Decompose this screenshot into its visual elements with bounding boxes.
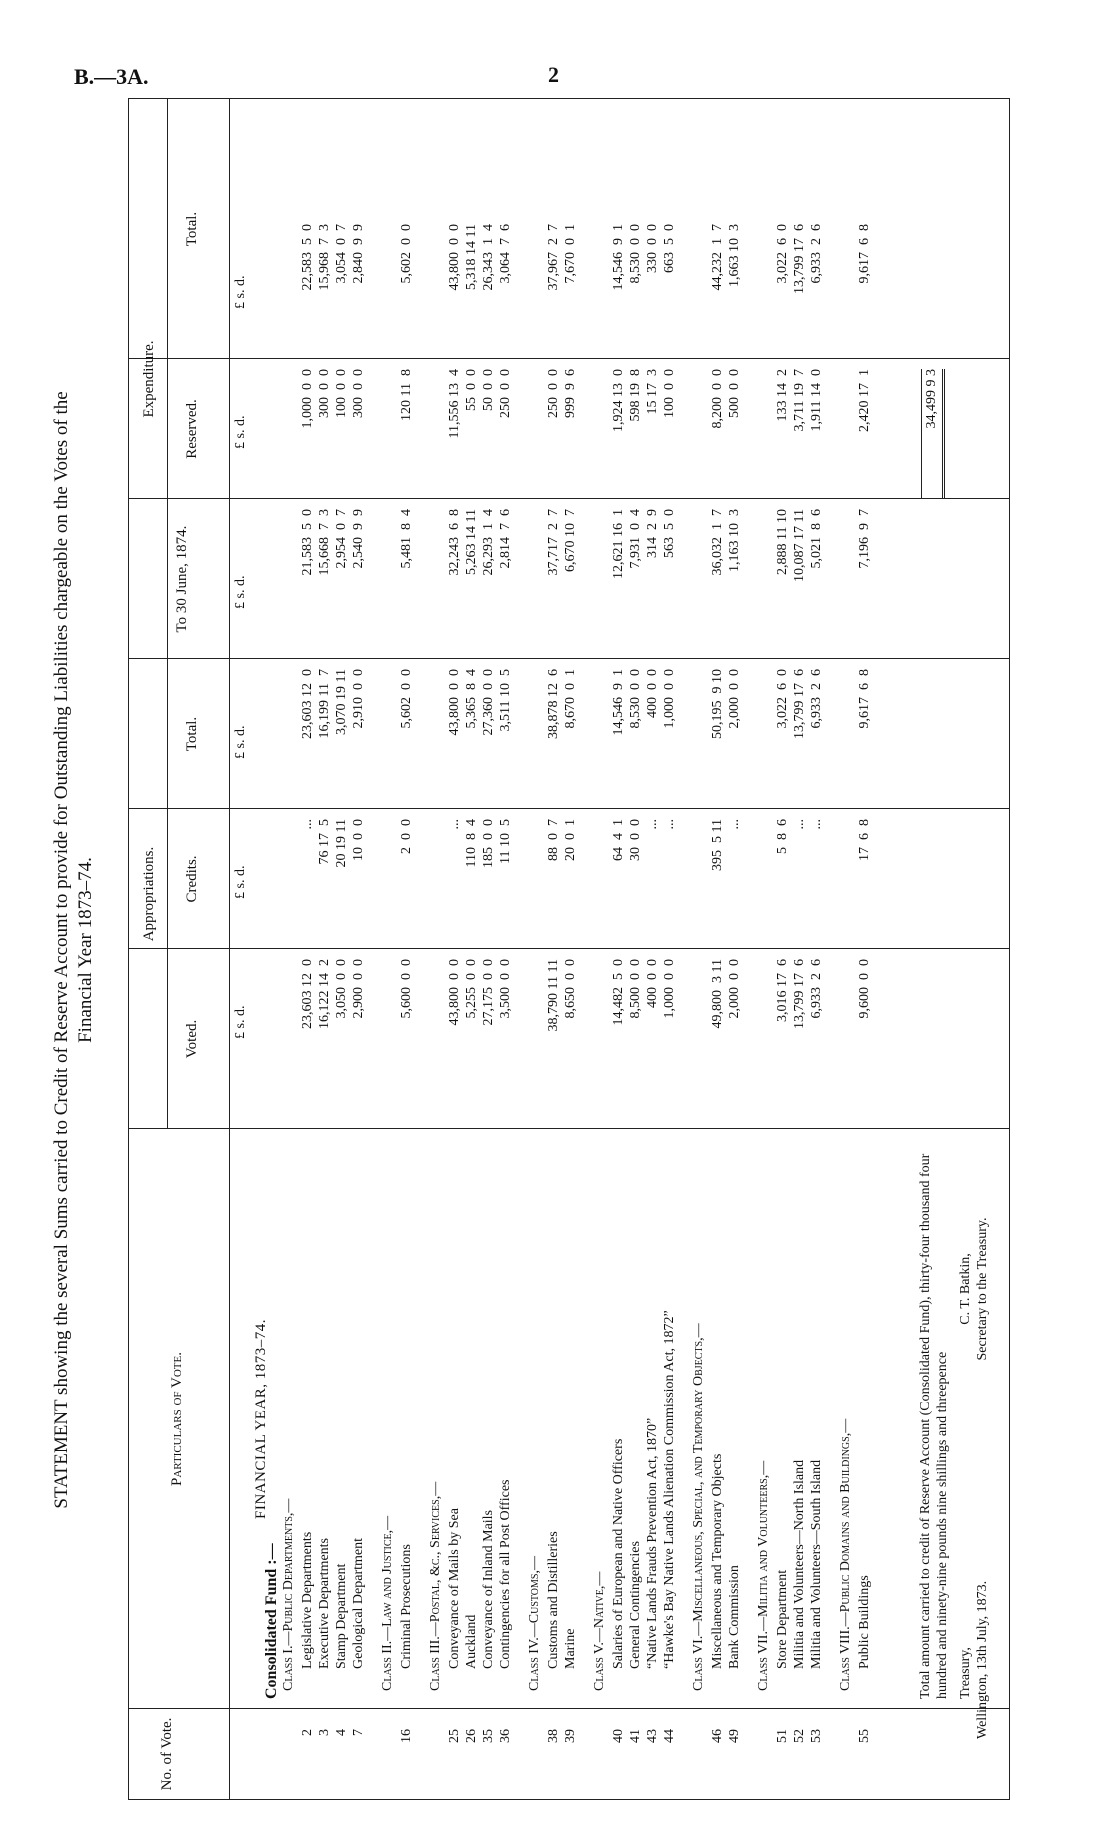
amount-total: 1,000 0 0: [662, 669, 677, 729]
class-title: Class VIII.—Public Domains and Buildings,—: [838, 1418, 853, 1691]
amount-total: 13,799 17 6: [792, 669, 807, 739]
amount-june: 1,163 10 3: [727, 509, 742, 572]
amount-total2: 3,022 6 0: [775, 224, 790, 284]
col-reserved: Reserved.: [184, 399, 200, 459]
amount-reserved: 1,000 0 0: [300, 369, 315, 429]
amount-total2: 9,617 6 8: [857, 224, 872, 284]
amount-credits: ...: [645, 819, 660, 830]
amount-total2: 330 0 0: [645, 224, 660, 273]
amount-total: 9,617 6 8: [857, 669, 872, 729]
vote-number: 40: [611, 1729, 626, 1743]
amount-credits: 64 4 1: [611, 819, 626, 861]
amount-credits: 395 5 11: [710, 819, 725, 871]
amount-credits: 17 6 8: [857, 819, 872, 861]
vote-particulars: Criminal Prosecutions: [399, 1544, 414, 1669]
amount-voted: 38,790 11 11: [546, 959, 561, 1032]
amount-total2: 7,670 0 1: [563, 224, 578, 284]
amount-voted: 6,933 2 6: [809, 959, 824, 1019]
class-title: Class I.—Public Departments,—: [281, 1498, 296, 1691]
amount-voted: 16,122 14 2: [317, 959, 332, 1029]
amount-june: 6,670 10 7: [563, 509, 578, 572]
amount-reserved: 133 14 2: [775, 369, 790, 422]
amount-credits: 11 10 5: [498, 819, 513, 864]
lsd-june: £ s. d.: [233, 575, 248, 609]
class-title: Class II.—Law and Justice,—: [380, 1515, 395, 1691]
amount-total: 6,933 2 6: [809, 669, 824, 729]
amount-june: 36,032 1 7: [710, 509, 725, 576]
amount-total: 38,878 12 6: [546, 669, 561, 739]
document-reference: B.—3A.: [74, 64, 149, 89]
vote-number: 25: [447, 1729, 462, 1743]
amount-reserved: 50 0 0: [481, 369, 496, 411]
title-line-1: STATEMENT showing the several Sums carried to Credit of Reserve Account to provide for Outstanding Liabilities chargeable on the Votes of the: [51, 391, 72, 1509]
amount-total: 2,910 0 0: [351, 669, 366, 729]
signer-title: Secretary to the Treasury.: [975, 1217, 990, 1361]
financial-year: FINANCIAL YEAR, 1873–74.: [253, 1318, 269, 1519]
amount-june: 2,888 11 10: [775, 509, 790, 575]
amount-total2: 5,318 14 11: [464, 224, 479, 290]
vote-particulars: Militia and Volunteers—North Island: [792, 1459, 807, 1669]
amount-reserved: 500 0 0: [727, 369, 742, 418]
class-title: Class IV.—Customs,—: [527, 1556, 542, 1691]
amount-reserved: 3,711 19 7: [792, 369, 807, 432]
amount-voted: 1,000 0 0: [662, 959, 677, 1019]
amount-reserved: 1,924 13 0: [611, 369, 626, 432]
amount-june: 7,931 0 4: [628, 509, 643, 569]
lsd-reserved: £ s. d.: [233, 415, 248, 449]
lsd-total: £ s. d.: [233, 725, 248, 759]
vote-particulars: Stamp Department: [334, 1563, 349, 1669]
amount-total: 5,365 8 4: [464, 669, 479, 729]
class-title: Class VI.—Miscellaneous, Special, and Temporary Objects,—: [691, 1323, 706, 1691]
amount-voted: 9,600 0 0: [857, 959, 872, 1019]
amount-total2: 37,967 2 7: [546, 224, 561, 291]
amount-total: 43,800 0 0: [447, 669, 462, 736]
col-credits: Credits.: [184, 855, 200, 903]
amount-credits: ...: [300, 819, 315, 830]
amount-total2: 26,343 1 4: [481, 224, 496, 291]
amount-credits: 2 0 0: [399, 819, 414, 854]
amount-voted: 5,255 0 0: [464, 959, 479, 1019]
amount-credits: ...: [809, 819, 824, 830]
amount-total: 8,530 0 0: [628, 669, 643, 729]
vote-number: 4: [334, 1729, 349, 1736]
amount-reserved: 300 0 0: [317, 369, 332, 418]
vote-particulars: Bank Commission: [727, 1565, 742, 1669]
amount-credits: 5 8 6: [775, 819, 790, 854]
col-expenditure: Expenditure.: [141, 340, 157, 418]
amount-credits: ...: [662, 819, 677, 830]
amount-total: 16,199 11 7: [317, 669, 332, 739]
amount-credits: 110 8 4: [464, 819, 479, 868]
vote-number: 26: [464, 1729, 479, 1743]
amount-reserved: 11,556 13 4: [447, 369, 462, 439]
amount-total: 8,670 0 1: [563, 669, 578, 729]
vote-particulars: General Contingencies: [628, 1541, 643, 1669]
amount-june: 563 5 0: [662, 509, 677, 558]
vote-particulars: Militia and Volunteers—South Island: [809, 1459, 824, 1669]
amount-reserved: 120 11 8: [399, 369, 414, 421]
amount-voted: 43,800 0 0: [447, 959, 462, 1026]
amount-credits: 76 17 5: [317, 819, 332, 865]
lsd-voted: £ s. d.: [233, 1005, 248, 1039]
col-voted: Voted.: [184, 1019, 200, 1059]
date-line: Wellington, 13th July, 1873.: [975, 1580, 990, 1739]
signer-name: C. T. Batkin,: [958, 1253, 973, 1325]
amount-june: 314 2 9: [645, 509, 660, 558]
amount-total2: 43,800 0 0: [447, 224, 462, 291]
amount-reserved: 8,200 0 0: [710, 369, 725, 429]
col-total: Total.: [184, 716, 200, 752]
amount-reserved: 250 0 0: [546, 369, 561, 418]
amount-june: 2,954 0 7: [334, 509, 349, 569]
amount-reserved: 2,420 17 1: [857, 369, 872, 432]
amount-june: 2,814 7 6: [498, 509, 513, 569]
amount-reserved: 999 9 6: [563, 369, 578, 418]
amount-total: 3,511 10 5: [498, 669, 513, 732]
amount-voted: 23,603 12 0: [300, 959, 315, 1029]
vote-number: 52: [792, 1729, 807, 1743]
amount-total: 23,603 12 0: [300, 669, 315, 739]
amount-reserved: 250 0 0: [498, 369, 513, 418]
amount-total2: 22,583 5 0: [300, 224, 315, 291]
amount-total2: 2,840 9 9: [351, 224, 366, 284]
amount-june: 10,087 17 11: [792, 509, 807, 582]
amount-total2: 15,968 7 3: [317, 224, 332, 291]
amount-total2: 1,663 10 3: [727, 224, 742, 287]
amount-june: 2,540 9 9: [351, 509, 366, 569]
lsd-total-expenditure: £ s. d.: [233, 275, 248, 309]
treasury-label: Treasury,: [958, 1647, 973, 1699]
page-number: 2: [548, 62, 559, 87]
vote-number: 36: [498, 1729, 513, 1743]
amount-reserved: 1,911 14 0: [809, 369, 824, 432]
amount-june: 37,717 2 7: [546, 509, 561, 576]
amount-credits: 10 0 0: [351, 819, 366, 861]
vote-number: 44: [662, 1729, 677, 1743]
amount-voted: 3,050 0 0: [334, 959, 349, 1019]
amount-voted: 5,600 0 0: [399, 959, 414, 1019]
vote-number: 49: [727, 1729, 742, 1743]
amount-voted: 14,482 5 0: [611, 959, 626, 1026]
amount-reserved: 55 0 0: [464, 369, 479, 411]
vote-number: 51: [775, 1729, 790, 1743]
vote-particulars: Customs and Distilleries: [546, 1531, 561, 1669]
amount-reserved: 300 0 0: [351, 369, 366, 418]
vote-particulars: Salaries of European and Native Officers: [611, 1438, 626, 1669]
amount-total: 2,000 0 0: [727, 669, 742, 729]
amount-voted: 49,800 3 11: [710, 959, 725, 1029]
amount-total2: 5,602 0 0: [399, 224, 414, 284]
amount-total2: 3,064 7 6: [498, 224, 513, 284]
vote-particulars: “Native Lands Frauds Prevention Act, 1870”: [645, 1417, 660, 1669]
amount-voted: 400 0 0: [645, 959, 660, 1008]
col-particulars: Particulars of Vote.: [169, 1352, 185, 1486]
amount-voted: 8,500 0 0: [628, 959, 643, 1019]
amount-credits: ...: [447, 819, 462, 830]
vote-particulars: Marine: [563, 1628, 578, 1669]
amount-june: 7,196 9 7: [857, 509, 872, 569]
rotated-statement: [50, 100, 1050, 1800]
amount-total: 14,546 9 1: [611, 669, 626, 736]
amount-total: 3,022 6 0: [775, 669, 790, 729]
amount-june: 21,583 5 0: [300, 509, 315, 576]
amount-reserved: 100 0 0: [662, 369, 677, 418]
vote-particulars: Geological Department: [351, 1537, 366, 1669]
amount-june: 32,243 6 8: [447, 509, 462, 576]
amount-total2: 14,546 9 1: [611, 224, 626, 291]
amount-total2: 663 5 0: [662, 224, 677, 273]
vote-particulars: Conveyance of Mails by Sea: [447, 1508, 462, 1669]
class-title: Class VII.—Militia and Volunteers,—: [756, 1460, 771, 1691]
vote-particulars: Public Buildings: [857, 1575, 872, 1669]
col-total-expenditure: Total.: [184, 211, 200, 247]
amount-total: 5,602 0 0: [399, 669, 414, 729]
amount-total2: 44,232 1 7: [710, 224, 725, 291]
class-title: Class III.—Postal, &c., Services,—: [428, 1481, 443, 1691]
total-amount: 34,499 9 3: [921, 369, 945, 499]
vote-number: 2: [300, 1729, 315, 1736]
statement-title: [50, 100, 98, 1800]
amount-total: 400 0 0: [645, 669, 660, 718]
vote-number: 39: [563, 1729, 578, 1743]
vote-number: 35: [481, 1729, 496, 1743]
amount-credits: ...: [727, 819, 742, 830]
amount-credits: 30 0 0: [628, 819, 643, 861]
amount-total2: 13,799 17 6: [792, 224, 807, 294]
amount-voted: 3,016 17 6: [775, 959, 790, 1022]
amount-reserved: 15 17 3: [645, 369, 660, 415]
col-no-of-vote: No. of Vote.: [159, 1717, 175, 1791]
amount-total2: 3,054 0 7: [334, 224, 349, 284]
amount-voted: 13,799 17 6: [792, 959, 807, 1029]
col-to-june: To 30 June, 1874.: [174, 525, 190, 633]
amount-june: 5,021 8 6: [809, 509, 824, 569]
amount-total: 3,070 19 11: [334, 669, 349, 735]
amount-total2: 6,933 2 6: [809, 224, 824, 284]
vote-particulars: Auckland: [464, 1614, 479, 1669]
title-line-2: Financial Year 1873–74.: [75, 857, 96, 1043]
amount-voted: 2,000 0 0: [727, 959, 742, 1019]
vote-number: 3: [317, 1729, 332, 1736]
amount-voted: 8,650 0 0: [563, 959, 578, 1019]
amount-voted: 2,900 0 0: [351, 959, 366, 1019]
vote-number: 55: [857, 1729, 872, 1743]
amount-credits: ...: [792, 819, 807, 830]
statement-table: [128, 98, 1010, 1800]
amount-reserved: 598 19 8: [628, 369, 643, 422]
vote-particulars: Executive Departments: [317, 1537, 332, 1669]
amount-june: 26,293 1 4: [481, 509, 496, 576]
vote-particulars: Contingencies for all Post Offices: [498, 1479, 513, 1669]
amount-credits: 20 0 1: [563, 819, 578, 861]
amount-june: 5,481 8 4: [399, 509, 414, 569]
fund-label: Consolidated Fund :—: [263, 1543, 280, 1699]
total-text: Total amount carried to credit of Reserve Account (Consolidated Fund), thirty-four thousand four hundred and ninety-nine pounds nine shillings and threepence: [918, 1153, 950, 1699]
amount-credits: 20 19 11: [334, 819, 349, 868]
amount-credits: 185 0 0: [481, 819, 496, 868]
amount-voted: 3,500 0 0: [498, 959, 513, 1019]
amount-total: 27,360 0 0: [481, 669, 496, 736]
vote-particulars: Miscellaneous and Temporary Objects: [710, 1453, 725, 1669]
vote-particulars: Legislative Departments: [300, 1531, 315, 1669]
vote-number: 43: [645, 1729, 660, 1743]
vote-number: 16: [399, 1729, 414, 1743]
amount-total: 50,195 9 10: [710, 669, 725, 739]
vote-number: 53: [809, 1729, 824, 1743]
amount-credits: 88 0 7: [546, 819, 561, 861]
lsd-credits: £ s. d.: [233, 865, 248, 899]
vote-number: 41: [628, 1729, 643, 1743]
class-title: Class V.—Native,—: [592, 1571, 607, 1691]
vote-number: 7: [351, 1729, 366, 1736]
amount-total2: 8,530 0 0: [628, 224, 643, 284]
vote-particulars: “Hawke's Bay Native Lands Alienation Commission Act, 1872”: [662, 1310, 677, 1669]
amount-voted: 27,175 0 0: [481, 959, 496, 1026]
vote-number: 38: [546, 1729, 561, 1743]
amount-june: 5,263 14 11: [464, 509, 479, 575]
vote-number: 46: [710, 1729, 725, 1743]
vote-particulars: Store Department: [775, 1569, 790, 1669]
amount-june: 15,668 7 3: [317, 509, 332, 576]
vote-particulars: Conveyance of Inland Mails: [481, 1509, 496, 1669]
amount-june: 12,621 16 1: [611, 509, 626, 579]
amount-reserved: 100 0 0: [334, 369, 349, 418]
col-appropriations: Appropriations.: [141, 846, 157, 942]
